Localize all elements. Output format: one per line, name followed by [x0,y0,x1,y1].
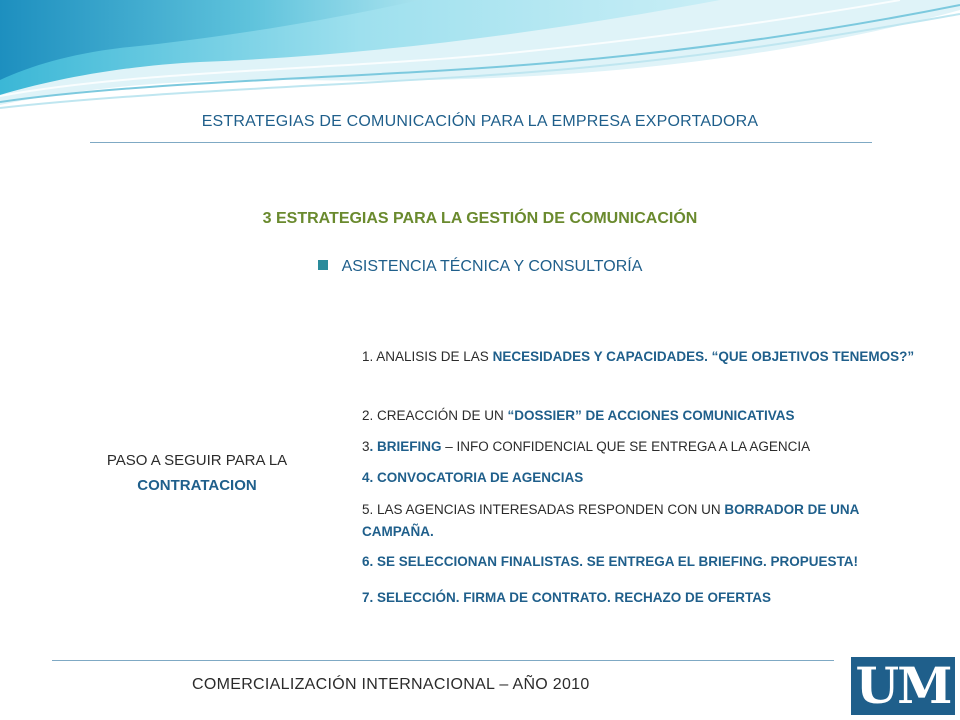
footer-text: COMERCIALIZACIÓN INTERNACIONAL – AÑO 2010 [192,676,590,693]
step-1 [362,346,932,368]
title-divider [90,142,872,143]
step-3-plain: 3 [362,439,370,454]
step-7 [362,587,932,609]
bullet-item [0,258,960,276]
section-subtitle: 3 ESTRATEGIAS PARA LA GESTIÓN DE COMUNICACIÓN [262,210,698,227]
square-bullet-icon [318,260,328,270]
step-7-highlight: 7. SELECCIÓN. FIRMA DE CONTRATO. RECHAZO DE OFERTAS [362,590,772,605]
footer-divider [52,660,834,661]
steps-heading-line2: CONTRATACION [137,477,257,494]
page-title: ESTRATEGIAS DE COMUNICACIÓN PARA LA EMPRESA EXPORTADORA [201,113,759,130]
step-4-highlight: 4. CONVOCATORIA DE AGENCIAS [362,470,584,485]
step-3 [362,436,932,458]
step-3-plain-end: – INFO CONFIDENCIAL QUE SE ENTREGA A LA AGENCIA [441,439,811,454]
step-5 [362,499,932,543]
steps-heading [80,448,314,498]
step-3-highlight: . BRIEFING [369,439,442,454]
step-2-highlight: “DOSSIER” DE ACCIONES COMUNICATIVAS [507,408,795,423]
steps-heading-line1: PASO A SEGUIR PARA LA [106,452,288,469]
step-1-highlight: NECESIDADES Y CAPACIDADES. “QUE OBJETIVOS TENEMOS?” [492,349,915,364]
step-4 [362,467,932,489]
step-5-highlight: BORRADOR DE UNA CAMPAÑA. [362,502,859,539]
step-5-plain: 5. LAS AGENCIAS INTERESADAS RESPONDEN CON UN [362,502,725,517]
bullet-text: ASISTENCIA TÉCNICA Y CONSULTORÍA [341,258,643,275]
step-2-plain: 2. CREACCIÓN DE UN [362,408,508,423]
step-2 [362,405,932,427]
step-6 [362,551,932,573]
um-logo: UM [851,657,955,715]
step-1-plain: 1. ANALISIS DE LAS [362,349,493,364]
wave-header-graphic [0,0,960,110]
step-6-highlight: 6. SE SELECCIONAN FINALISTAS. SE ENTREGA EL BRIEFING. PROPUESTA! [362,554,859,569]
